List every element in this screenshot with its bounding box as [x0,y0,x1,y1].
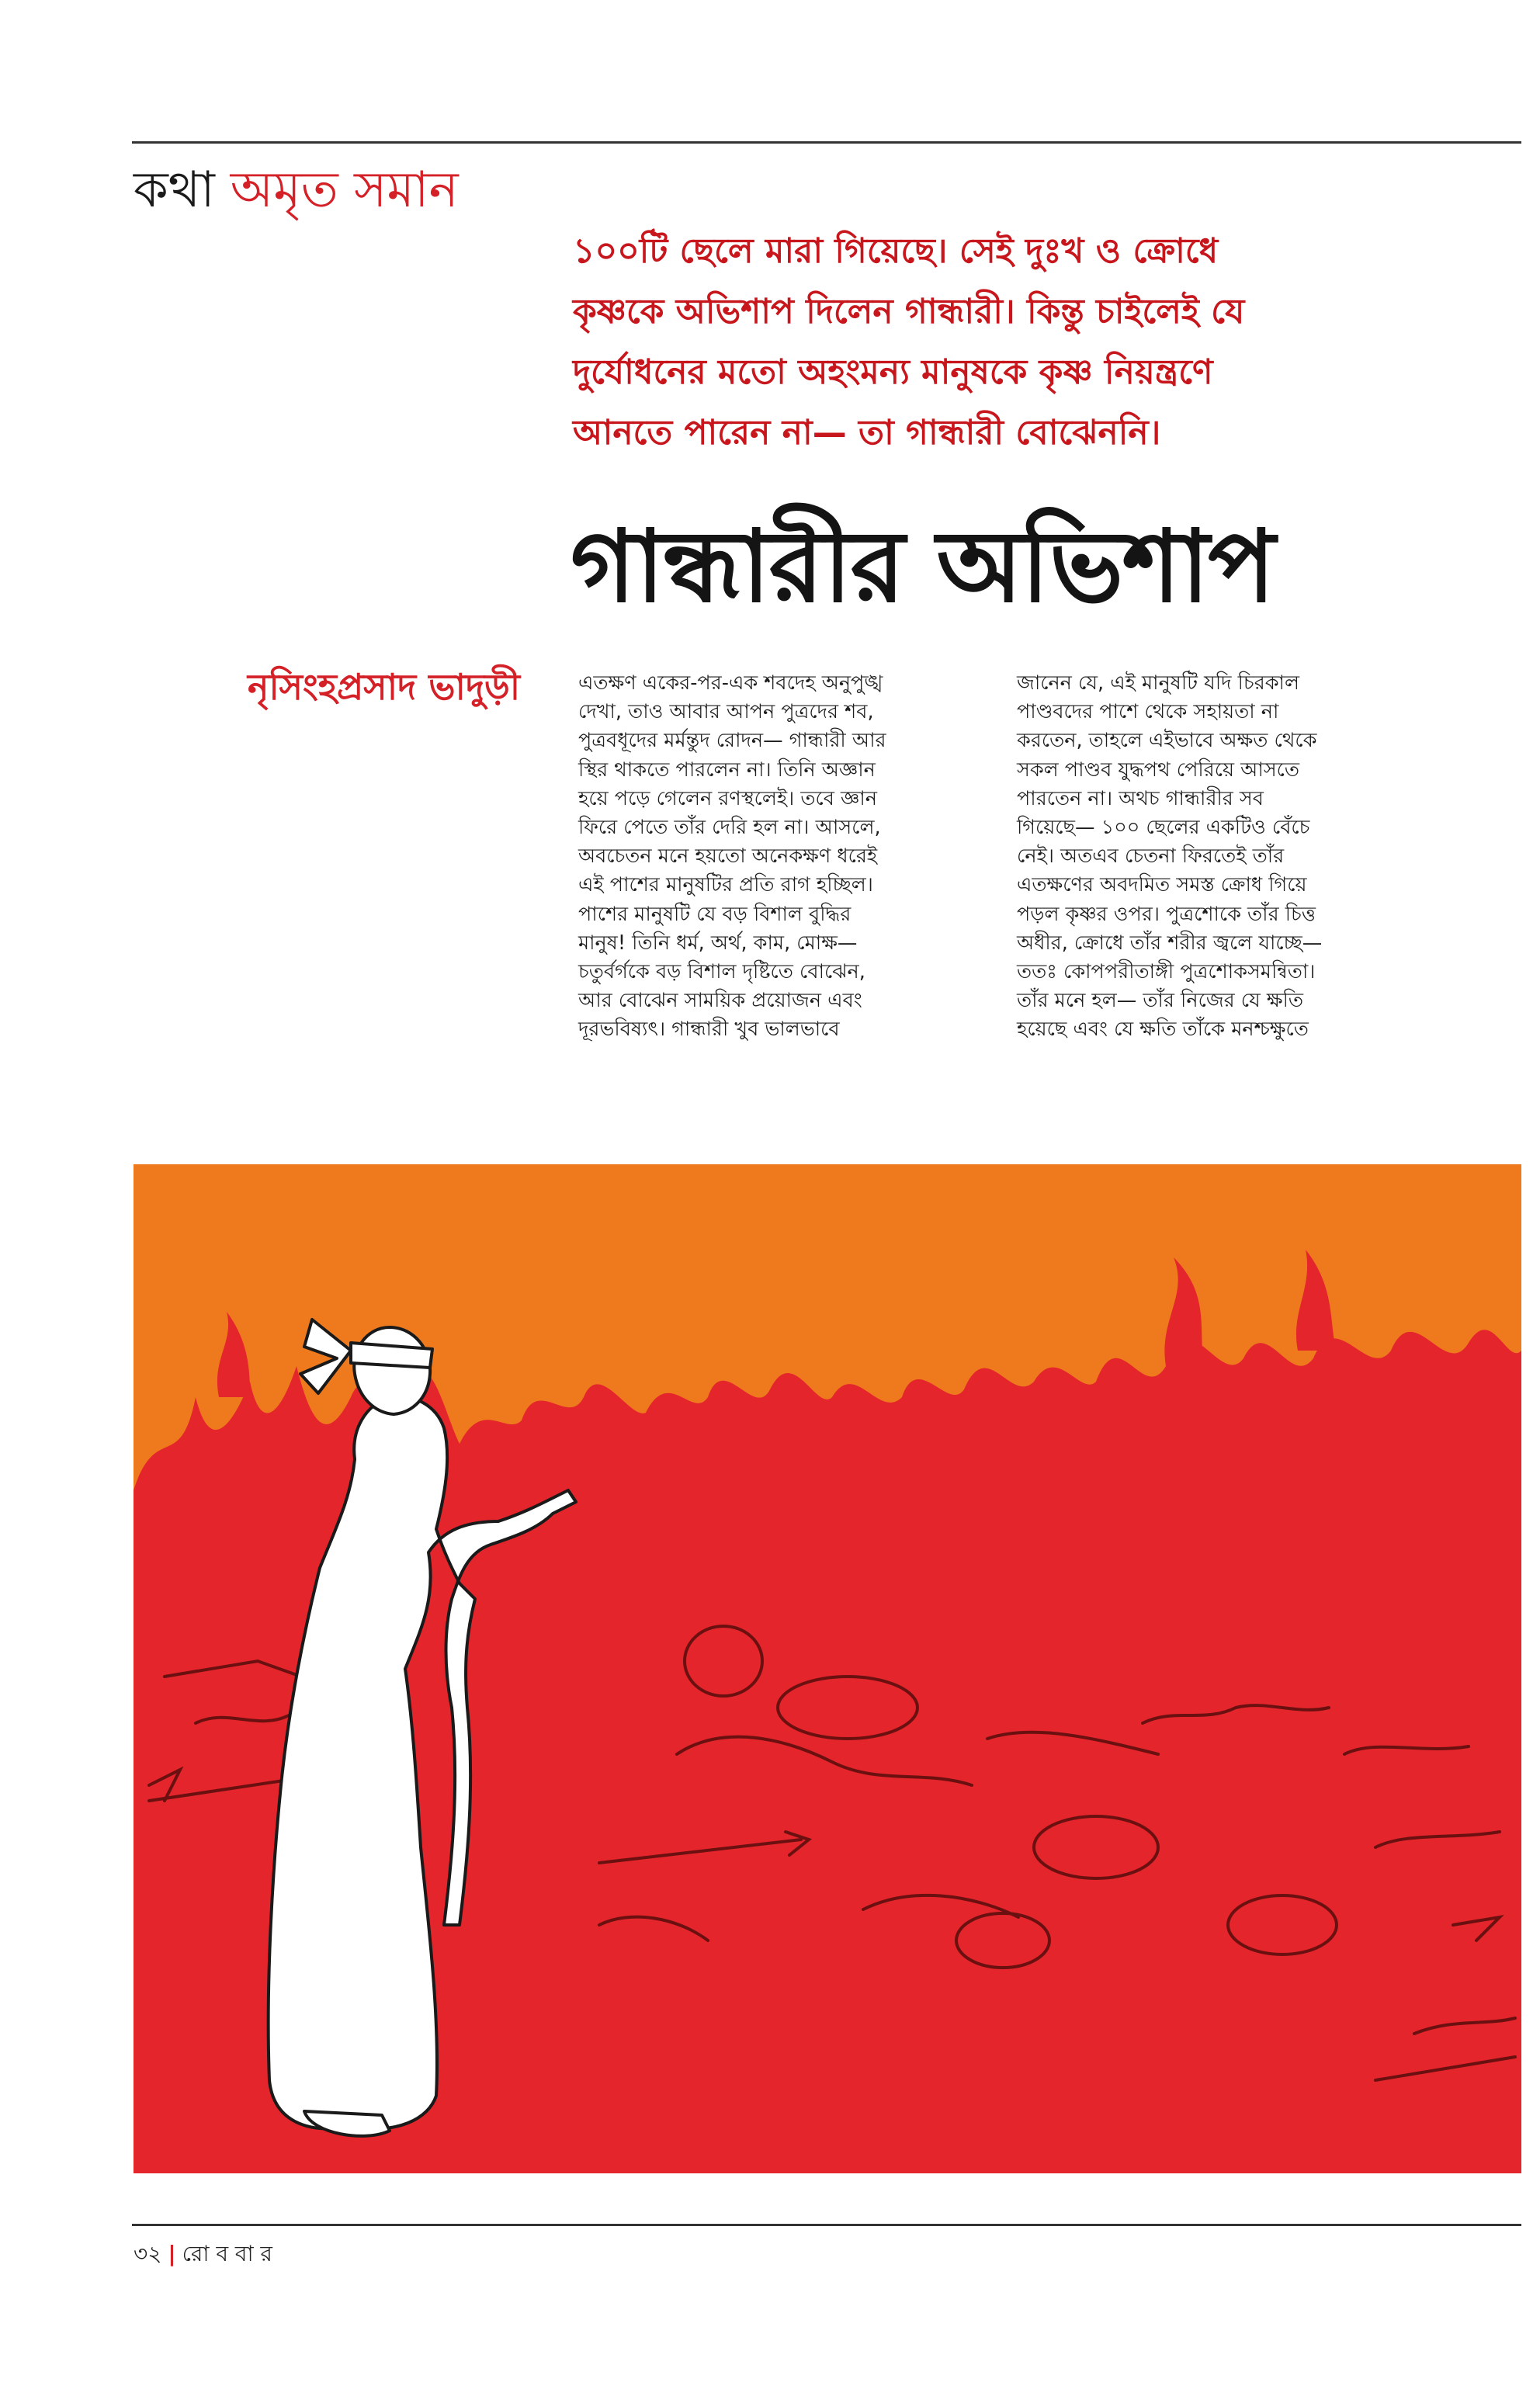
body-line: এতক্ষণ একের-পর-এক শবদেহ অনুপুঙ্খ [578,671,883,695]
page-footer [134,2240,272,2268]
body-line: নেই। অতএব চেতনা ফিরতেই তাঁর [1017,844,1285,869]
article-deck [573,221,1349,463]
gandhari-illustration [134,1164,1521,2173]
body-line: পাশের মানুষটি যে বড় বিশাল বুদ্ধির [578,902,852,926]
body-line: এতক্ষণের অবদমিত সমস্ত ক্রোধ গিয়ে [1017,873,1307,897]
body-line: আর বোঝেন সাময়িক প্রয়োজন এবং [578,989,862,1013]
body-line: পাণ্ডবদের পাশে থেকে সহায়তা না [1017,700,1279,724]
body-line: পুত্রবধূদের মর্মন্তুদ রোদন— গান্ধারী আর [578,729,886,753]
body-line: ফিরে পেতে তাঁর দেরি হল না। আসলে, [578,816,881,840]
page-number: ৩২ [134,2241,162,2266]
body-line: ততঃ কোপপরীতাঙ্গী পুত্রশোকসমন্বিতা। [1017,960,1316,984]
body-line: দেখা, তাও আবার আপন পুত্রদের শব, [578,700,874,724]
body-line: এই পাশের মানুষটির প্রতি রাগ হচ্ছিল। [578,873,873,897]
deck-line: দুর্যোধনের মতো অহংমন্য মানুষকে কৃষ্ণ নিয়ন্ত্রণে [573,352,1213,392]
section-title-word2: অমৃত সমান [230,161,459,219]
bottom-rule [132,2224,1521,2226]
body-line: মানুষ! তিনি ধর্ম, অর্থ, কাম, মোক্ষ— [578,931,858,955]
body-line: জানেন যে, এই মানুষটি যদি চিরকাল [1017,671,1299,695]
body-line: হয়ে পড়ে গেলেন রণস্থলেই। তবে জ্ঞান [578,786,878,810]
body-line: স্থির থাকতে পারলেন না। তিনি অজ্ঞান [578,758,876,782]
section-title-word1: কথা [134,161,215,219]
section-title [134,159,459,221]
body-line: অধীর, ক্রোধে তাঁর শরীর জ্বলে যাচ্ছে— [1017,931,1323,955]
body-line: দূরভবিষ্যৎ। গান্ধারী খুব ভালভাবে [578,1018,840,1042]
body-line: পারতেন না। অথচ গান্ধারীর সব [1017,786,1264,810]
deck-line: কৃষ্ণকে অভিশাপ দিলেন গান্ধারী। কিন্তু চাইলেই যে [573,292,1245,331]
body-line: পড়ল কৃষ্ণর ওপর। পুত্রশোকে তাঁর চিত্ত [1017,902,1316,926]
body-column-1 [578,669,990,1045]
body-line: করতেন, তাহলে এইভাবে অক্ষত থেকে [1017,729,1317,753]
body-line: গিয়েছে— ১০০ ছেলের একটিও বেঁচে [1017,816,1310,840]
body-line: সকল পাণ্ডব যুদ্ধপথ পেরিয়ে আসতে [1017,758,1300,782]
deck-line: আনতে পারেন না— তা গান্ধারী বোঝেননি। [573,413,1161,453]
author-byline: নৃসিংহপ্রসাদ ভাদুড়ী [248,666,520,708]
body-line: অবচেতন মনে হয়তো অনেকক্ষণ ধরেই [578,844,878,869]
illustration-flames [460,1330,1521,2173]
body-line: চতুর্বর্গকে বড় বিশাল দৃষ্টিতে বোঝেন, [578,960,865,984]
magazine-name: রো ব বা র [182,2241,272,2266]
article-headline: গান্ধারীর অভিশাপ [571,508,1275,625]
top-rule [132,141,1521,144]
body-line: হয়েছে এবং যে ক্ষতি তাঁকে মনশ্চক্ষুতে [1017,1018,1309,1042]
body-column-2 [1017,669,1428,1045]
deck-line: ১০০টি ছেলে মারা গিয়েছে। সেই দুঃখ ও ক্রোধে [573,231,1219,271]
footer-separator: | [168,2241,176,2266]
body-line: তাঁর মনে হল— তাঁর নিজের যে ক্ষতি [1017,989,1303,1013]
